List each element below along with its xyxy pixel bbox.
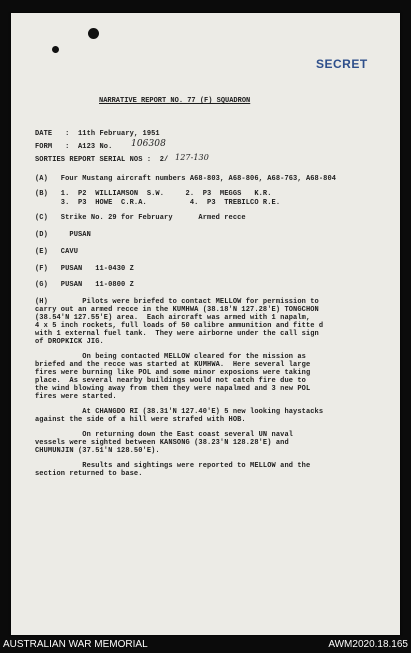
sorties-handwritten: 127-130 [175,153,209,162]
narrative-line: fires were started. [35,393,117,401]
punch-hole [51,45,61,55]
narrative-line: carry out an armed recce in the KUMHWA (38.18'N 127.28'E) TONGCHON [35,306,319,314]
form-number-handwritten: 106308 [131,139,166,149]
narrative-line: CHUMUNJIN (37.51'N 128.50'E). [35,447,160,455]
item-g: (G) PUSAN 11-0800 Z [35,281,134,289]
item-b-line-2: 3. P3 HOWE C.R.A. 4. P3 TREBILCO R.E. [35,199,281,207]
document-page [11,13,400,635]
item-b-line-1: (B) 1. P2 WILLIAMSON S.W. 2. P3 MEGGS K.R. [35,190,272,198]
form-line: FORM : A123 No. [35,143,113,151]
accession-number: AWM2020.18.165 [328,639,408,650]
item-e: (E) CAVU [35,248,79,256]
narrative-line: vessels were sighted between KANSONG (38.23'N 128.28'E) and [35,439,289,447]
punch-hole [88,28,99,39]
institution-credit: AUSTRALIAN WAR MEMORIAL [3,639,148,650]
narrative-line: 4 x 5 inch rockets, full loads of 50 calibre ammunition and fitte d [35,322,324,330]
narrative-line: (38.54'N 127.55'E) area. Each aircraft was armed with 1 napalm, [35,314,311,322]
narrative-line: On being contacted MELLOW cleared for the mission as [35,353,306,361]
narrative-line: At CHANGDO RI (38.31'N 127.40'E) 5 new looking haystacks [35,408,324,416]
item-a: (A) Four Mustang aircraft numbers A68-803, A68-806, A68-763, A68-804 [35,175,337,183]
item-d: (D) PUSAN [35,231,91,239]
narrative-line: (H) Pilots were briefed to contact MELLOW for permission to [35,298,319,306]
narrative-line: of DROPKICK JIG. [35,338,104,346]
narrative-line: fires were burning like POL and some minor exposions were taking [35,369,311,377]
narrative-line: the wind blowing away from them they were napalmed and 3 new POL [35,385,311,393]
narrative-line: section returned to base. [35,470,143,478]
narrative-line: place. As several nearby buildings would not catch fire due to [35,377,306,385]
narrative-line: Results and sightings were reported to MELLOW and the [35,462,311,470]
secret-stamp: SECRET [316,57,368,71]
report-title: NARRATIVE REPORT NO. 77 (F) SQUADRON [99,97,251,105]
narrative-line: briefed and the recce was started at KUMHWA. Here several large [35,361,311,369]
item-f: (F) PUSAN 11-0430 Z [35,265,134,273]
date-line: DATE : 11th February, 1951 [35,130,160,138]
narrative-line: against the side of a hill were strafed with HOB. [35,416,246,424]
item-c: (C) Strike No. 29 for February Armed recce [35,214,246,222]
sorties-line: SORTIES REPORT SERIAL NOS : 2/ [35,156,169,164]
narrative-line: On returning down the East coast several UN naval [35,431,294,439]
caption-bar [0,637,411,653]
narrative-line: with 1 external fuel tank. They were airborne under the call sign [35,330,319,338]
